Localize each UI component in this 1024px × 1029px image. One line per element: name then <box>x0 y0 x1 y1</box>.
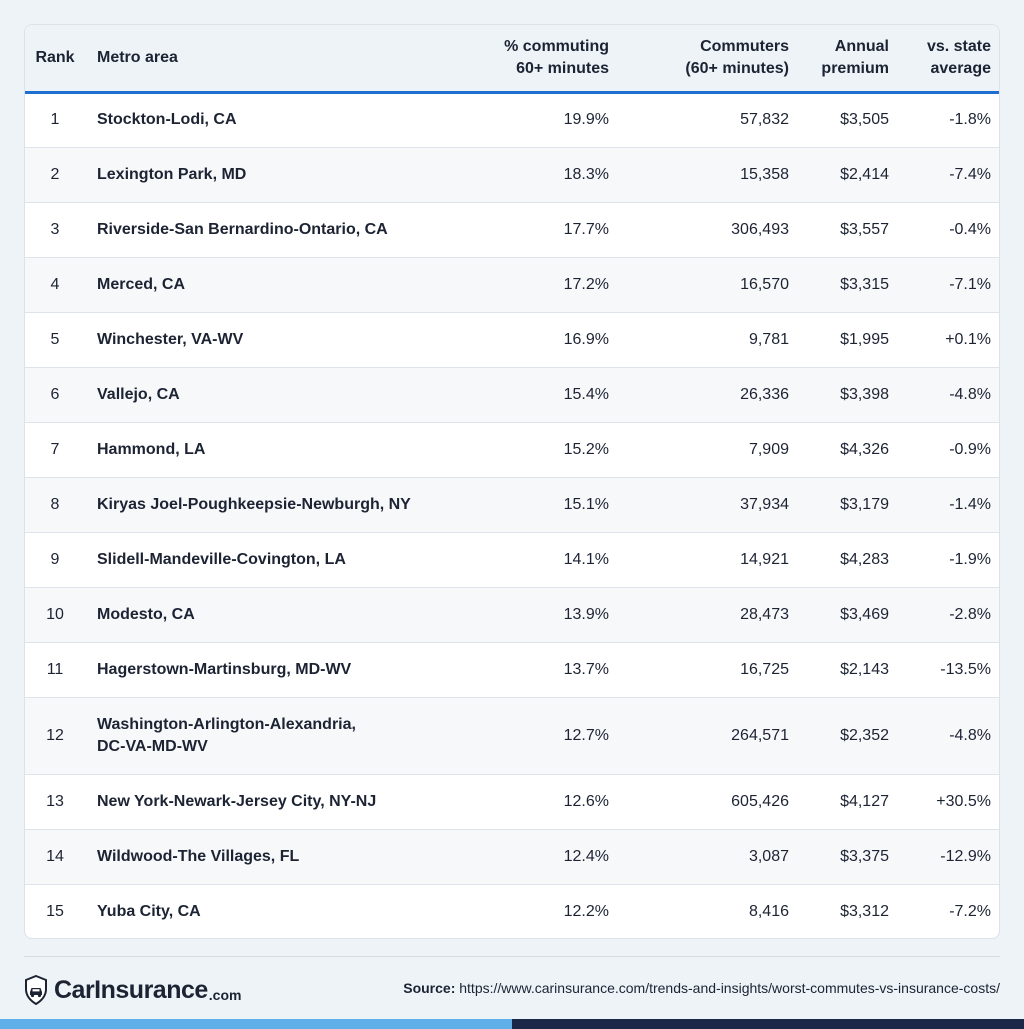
metro-line: Stockton-Lodi, CA <box>97 111 237 128</box>
metro-line: Washington-Arlington-Alexandria, <box>97 715 356 733</box>
cell-metro <box>85 829 425 884</box>
cell-commuters: 7,909 <box>619 422 799 477</box>
cell-rank: 7 <box>25 422 85 477</box>
metro-line: New York-Newark-Jersey City, NY-NJ <box>97 792 377 810</box>
bottom-bar-light <box>0 1019 512 1029</box>
metro-line: Winchester, VA-WV <box>97 330 244 348</box>
header-label-line: premium <box>821 59 889 77</box>
cell-rank: 14 <box>25 829 85 884</box>
table-row <box>25 774 1000 829</box>
cell-pct: 12.7% <box>425 697 619 774</box>
cell-rank: 13 <box>25 774 85 829</box>
metro-line: DC-VA-MD-WV <box>97 737 208 755</box>
cell-vs: +30.5% <box>899 774 1000 829</box>
cell-metro <box>85 312 425 367</box>
metro-line: Wildwood-The Villages, FL <box>97 847 300 865</box>
cell-vs: -4.8% <box>899 367 1000 422</box>
metro-line: Merced, CA <box>97 275 186 293</box>
header-pct <box>425 25 619 92</box>
cell-metro <box>85 477 425 532</box>
cell-vs: -1.8% <box>949 111 991 128</box>
cell-rank: 4 <box>25 257 85 312</box>
metro-line: Vallejo, CA <box>97 385 180 403</box>
bottom-bar-dark <box>512 1019 1024 1029</box>
table-row <box>25 642 1000 697</box>
cell-rank: 10 <box>25 587 85 642</box>
cell-premium: $3,557 <box>799 202 899 257</box>
cell-premium: $3,179 <box>799 477 899 532</box>
table-row <box>25 532 1000 587</box>
cell-vs: -7.1% <box>899 257 1000 312</box>
cell-premium: $1,995 <box>799 312 899 367</box>
table-row <box>25 257 1000 312</box>
cell-pct: 16.9% <box>425 312 619 367</box>
cell-rank: 5 <box>25 312 85 367</box>
cell-commuters: 8,416 <box>619 884 799 939</box>
table-row <box>25 477 1000 532</box>
header-commuters <box>619 25 799 92</box>
source-label: Source: <box>403 980 456 996</box>
cell-commuters: 306,493 <box>619 202 799 257</box>
metro-line: Hammond, LA <box>97 440 206 458</box>
cell-metro <box>85 642 425 697</box>
cell-commuters: 16,570 <box>619 257 799 312</box>
logo-suffix: .com <box>208 987 242 1003</box>
cell-pct: 13.9% <box>425 587 619 642</box>
cell-metro <box>85 367 425 422</box>
metro-line: Yuba City, CA <box>97 902 201 920</box>
cell-metro <box>85 774 425 829</box>
cell-commuters: 14,921 <box>619 532 799 587</box>
shield-car-icon <box>24 975 48 1005</box>
cell-rank: 8 <box>25 477 85 532</box>
table-row <box>25 312 1000 367</box>
cell-commuters: 3,087 <box>619 829 799 884</box>
header-label-line: (60+ minutes) <box>685 59 789 77</box>
cell-premium: $3,315 <box>799 257 899 312</box>
table-row <box>25 422 1000 477</box>
header-label-line: % commuting <box>504 37 609 55</box>
cell-premium: $3,312 <box>799 884 899 939</box>
metro-line: Modesto, CA <box>97 605 195 623</box>
cell-rank: 9 <box>25 532 85 587</box>
cell-pct: 17.2% <box>425 257 619 312</box>
cell-commuters: 16,725 <box>619 642 799 697</box>
metro-line: Hagerstown-Martinsburg, MD-WV <box>97 660 352 678</box>
cell-rank: 6 <box>25 367 85 422</box>
cell-pct: 18.3% <box>425 147 619 202</box>
cell-premium: $4,326 <box>799 422 899 477</box>
table-row <box>25 884 1000 939</box>
cell-premium: $2,352 <box>799 697 899 774</box>
footer <box>24 956 1000 1018</box>
cell-commuters: 28,473 <box>619 587 799 642</box>
commute-table <box>25 25 1000 939</box>
header-label-line: Annual <box>834 37 889 55</box>
header-label-line: Metro area <box>97 48 178 66</box>
metro-line: Lexington Park, MD <box>97 165 247 183</box>
cell-pct: 19.9% <box>563 111 609 128</box>
table-row <box>25 202 1000 257</box>
cell-premium: $2,143 <box>799 642 899 697</box>
cell-commuters: 264,571 <box>619 697 799 774</box>
cell-pct: 12.2% <box>425 884 619 939</box>
cell-vs: -7.4% <box>899 147 1000 202</box>
metro-line: Kiryas Joel-Poughkeepsie-Newburgh, NY <box>97 495 411 513</box>
header-label-line: average <box>930 59 991 77</box>
cell-pct: 12.4% <box>425 829 619 884</box>
source-url[interactable]: https://www.carinsurance.com/trends-and-insights/worst-commutes-vs-insurance-costs/ <box>459 980 1000 996</box>
cell-metro <box>85 257 425 312</box>
cell-vs: +0.1% <box>899 312 1000 367</box>
table-row <box>25 92 1000 147</box>
table-row <box>25 367 1000 422</box>
cell-pct: 17.7% <box>425 202 619 257</box>
header-premium <box>799 25 899 92</box>
table-row <box>25 829 1000 884</box>
cell-rank: 3 <box>25 202 85 257</box>
cell-metro <box>85 587 425 642</box>
cell-premium: $4,283 <box>799 532 899 587</box>
cell-rank: 1 <box>50 111 60 128</box>
cell-metro <box>85 532 425 587</box>
cell-vs: -0.4% <box>899 202 1000 257</box>
table-row <box>25 697 1000 774</box>
cell-metro <box>85 422 425 477</box>
header-metro <box>85 25 425 92</box>
cell-pct: 14.1% <box>425 532 619 587</box>
logo <box>24 973 241 1005</box>
cell-vs: -13.5% <box>899 642 1000 697</box>
table-header-row <box>25 25 1000 92</box>
cell-vs: -4.8% <box>899 697 1000 774</box>
cell-commuters: 15,358 <box>619 147 799 202</box>
cell-vs: -0.9% <box>899 422 1000 477</box>
cell-premium: $2,414 <box>799 147 899 202</box>
cell-pct: 13.7% <box>425 642 619 697</box>
source-line <box>403 980 1000 996</box>
header-label-line: 60+ minutes <box>516 59 609 77</box>
cell-pct: 15.4% <box>425 367 619 422</box>
cell-commuters: 37,934 <box>619 477 799 532</box>
cell-pct: 12.6% <box>425 774 619 829</box>
cell-vs: -1.4% <box>899 477 1000 532</box>
cell-commuters: 9,781 <box>619 312 799 367</box>
cell-commuters: 57,832 <box>740 111 789 128</box>
header-rank <box>25 25 85 92</box>
cell-pct: 15.2% <box>425 422 619 477</box>
cell-premium: $3,375 <box>799 829 899 884</box>
metro-line: Slidell-Mandeville-Covington, LA <box>97 550 346 568</box>
header-label-line: Rank <box>35 48 75 66</box>
cell-rank: 15 <box>25 884 85 939</box>
cell-pct: 15.1% <box>425 477 619 532</box>
cell-metro <box>85 697 425 774</box>
cell-metro <box>85 147 425 202</box>
cell-commuters: 26,336 <box>619 367 799 422</box>
cell-premium: $3,505 <box>840 111 889 128</box>
cell-metro <box>85 884 425 939</box>
metro-line: Riverside-San Bernardino-Ontario, CA <box>97 220 388 238</box>
header-label-line: vs. state <box>926 37 991 55</box>
cell-rank: 11 <box>25 642 85 697</box>
logo-text: CarInsurance <box>54 976 208 1004</box>
table-row <box>25 587 1000 642</box>
cell-rank: 12 <box>25 697 85 774</box>
cell-premium: $3,398 <box>799 367 899 422</box>
cell-metro <box>85 202 425 257</box>
cell-premium: $3,469 <box>799 587 899 642</box>
cell-vs: -2.8% <box>899 587 1000 642</box>
header-label-line: Commuters <box>700 37 789 55</box>
data-table-card <box>24 24 1000 939</box>
cell-commuters: 605,426 <box>619 774 799 829</box>
cell-premium: $4,127 <box>799 774 899 829</box>
header-vs <box>899 25 1000 92</box>
cell-vs: -12.9% <box>899 829 1000 884</box>
table-body <box>25 92 1000 939</box>
cell-rank: 2 <box>25 147 85 202</box>
table-row <box>25 147 1000 202</box>
cell-vs: -7.2% <box>899 884 1000 939</box>
cell-vs: -1.9% <box>899 532 1000 587</box>
cell-metro <box>85 92 425 147</box>
